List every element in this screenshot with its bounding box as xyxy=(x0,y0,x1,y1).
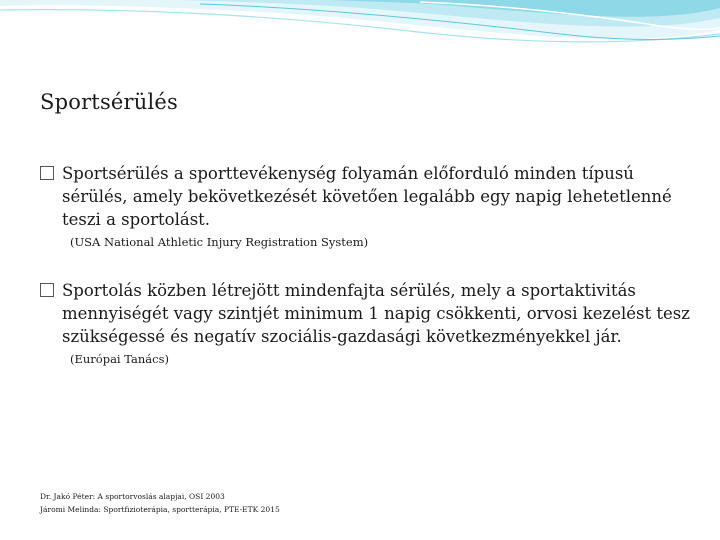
bullet-text-2: Sportolás közben létrejött mindenfajta sérülés, mely a sportaktivitás mennyiségét vagy szintjét minimum 1 napig csökkenti, orvosi kezelést tesz szükségessé és negatív szociális-gazdasági következményekkel jár. xyxy=(62,281,690,346)
bullet-source-2: (Európai Tanács) xyxy=(70,352,169,366)
header-wave-decoration xyxy=(0,0,720,70)
bullet-item-1 xyxy=(40,162,690,231)
bullet-box-icon xyxy=(40,166,54,180)
bullet-source-1: (USA National Athletic Injury Registration System) xyxy=(70,235,369,249)
bullet-text-1: Sportsérülés a sporttevékenység folyamán előforduló minden típusú sérülés, amely bekövetkezését követően legalább egy napig lehetetlenné teszi a sportolást. xyxy=(62,164,672,229)
bullet-box-icon xyxy=(40,283,54,297)
bullet-item-2 xyxy=(40,279,690,348)
references xyxy=(40,490,280,516)
reference-item: Dr. Jakó Péter: A sportorvoslás alapjai, OSI 2003 xyxy=(40,492,225,501)
reference-item: Járomi Melinda: Sportfizioterápia, sportterápia, PTE-ETK 2015 xyxy=(40,505,280,514)
slide-title: Sportsérülés xyxy=(40,90,179,114)
